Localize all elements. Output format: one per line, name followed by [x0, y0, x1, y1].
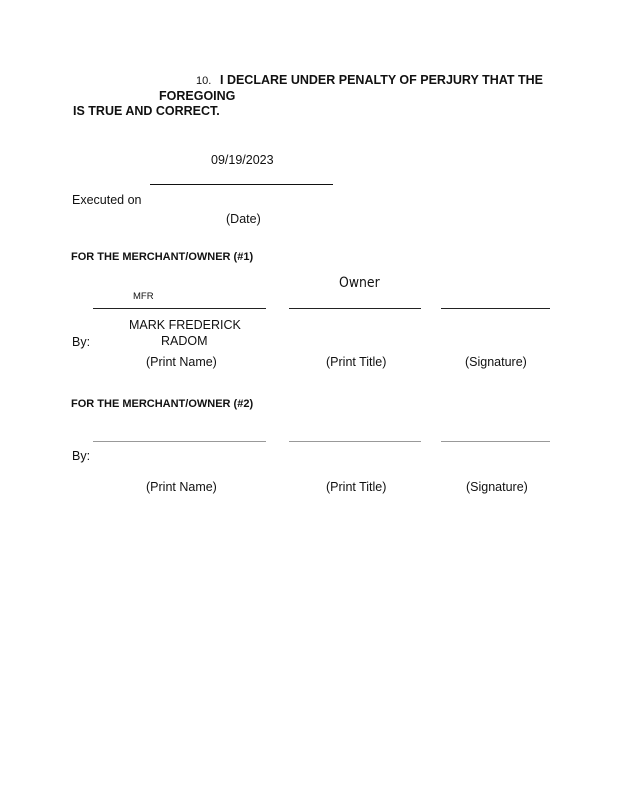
declaration-line-2: FOREGOING [159, 89, 236, 103]
owner2-signature-caption: (Signature) [466, 480, 528, 494]
owner1-by-label: By: [72, 335, 91, 349]
owner2-heading: FOR THE MERCHANT/OWNER (#2) [71, 398, 254, 410]
owner2-title-line [289, 441, 421, 442]
owner1-name-line [93, 308, 266, 309]
declaration-line-3: IS TRUE AND CORRECT. [73, 104, 220, 118]
owner1-title-value: Owner [339, 275, 380, 291]
owner2-by-label: By: [72, 449, 91, 463]
owner1-print-name-caption: (Print Name) [146, 355, 217, 369]
declaration-number: 10. [196, 75, 212, 87]
owner1-signature-line [441, 308, 550, 309]
owner2-print-name-caption: (Print Name) [146, 480, 217, 494]
owner2-name-line [93, 441, 266, 442]
date-caption: (Date) [226, 212, 261, 226]
declaration-line-1: I DECLARE UNDER PENALTY OF PERJURY THAT THE [220, 73, 543, 87]
owner2-signature-line [441, 441, 550, 442]
owner1-signature-caption: (Signature) [465, 355, 527, 369]
owner1-initials: MFR [133, 291, 154, 302]
date-underline [150, 184, 333, 185]
owner2-print-title-caption: (Print Title) [326, 480, 387, 494]
owner1-title-line [289, 308, 421, 309]
owner1-name-line-1: MARK FREDERICK [129, 318, 241, 332]
executed-on-label: Executed on [72, 193, 142, 207]
owner1-name-line-2: RADOM [161, 334, 208, 348]
owner1-heading: FOR THE MERCHANT/OWNER (#1) [71, 251, 254, 263]
execution-date-value: 09/19/2023 [211, 153, 274, 167]
owner1-print-title-caption: (Print Title) [326, 355, 387, 369]
